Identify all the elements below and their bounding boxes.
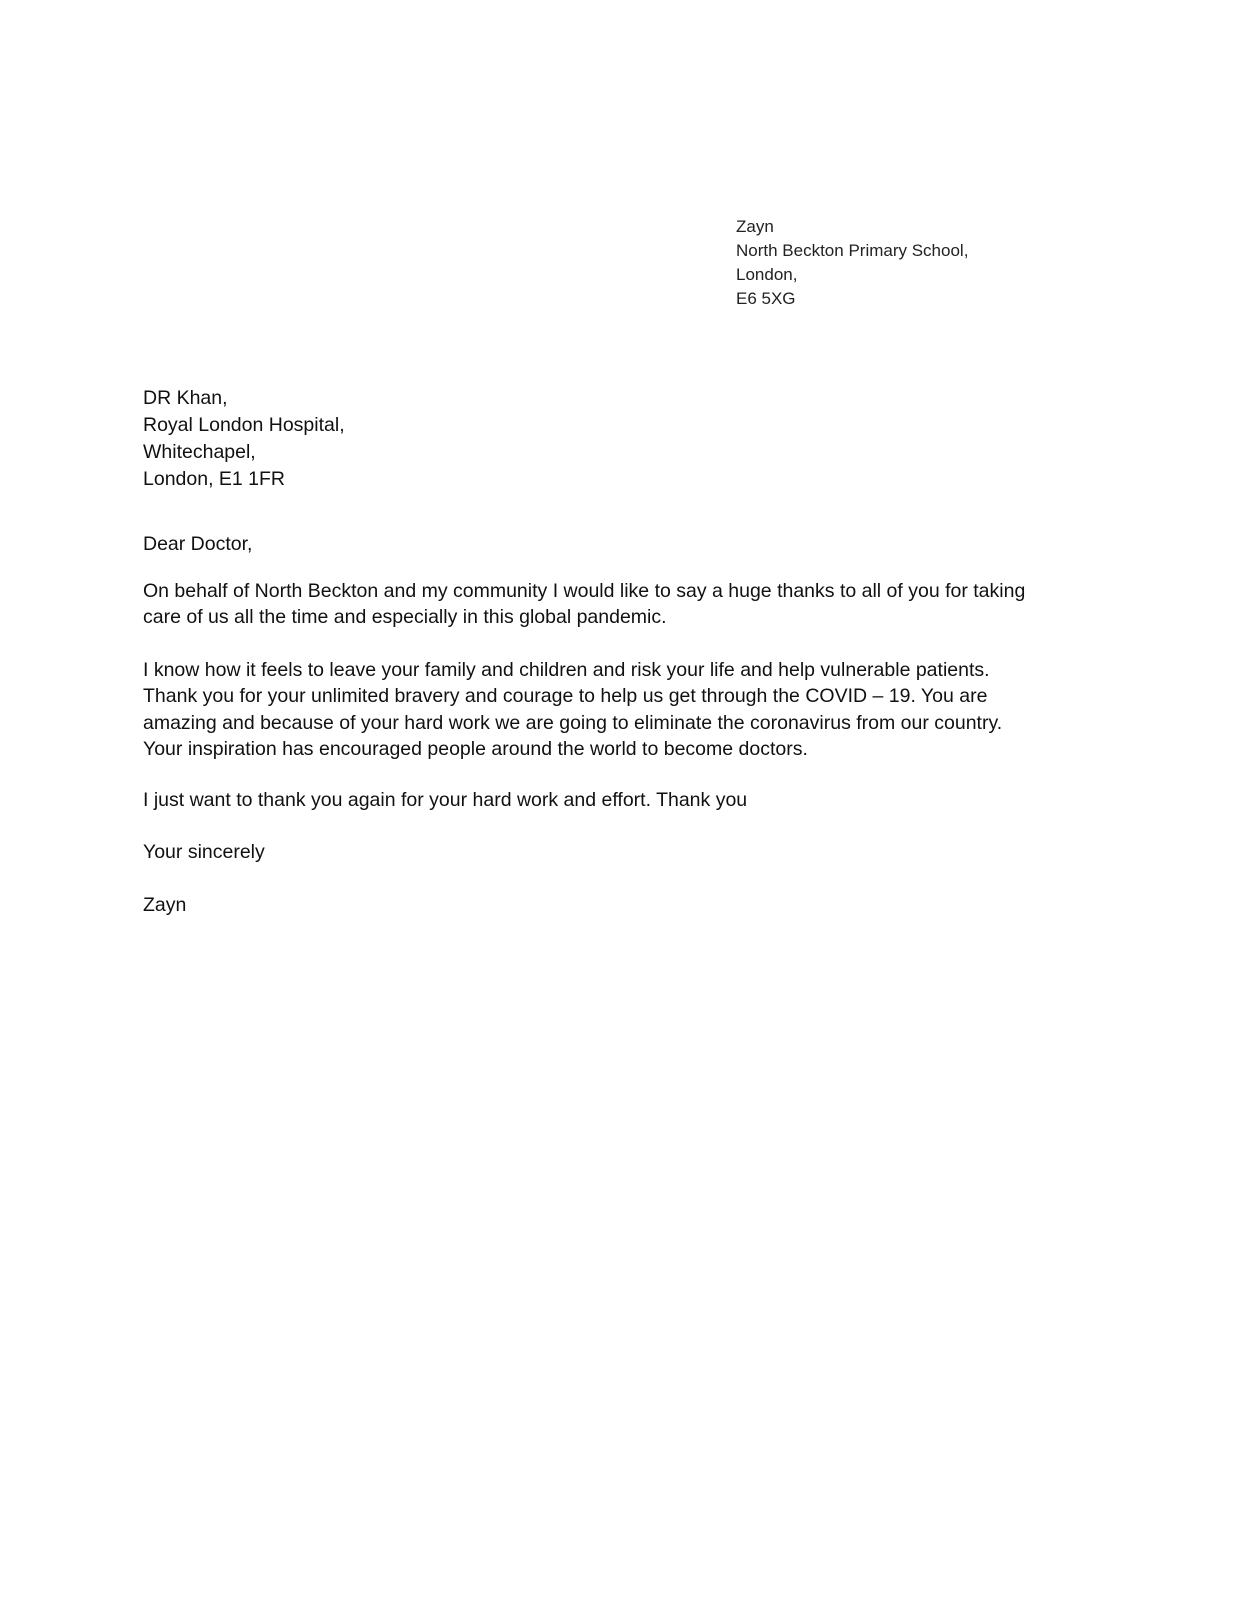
salutation: Dear Doctor,	[143, 533, 253, 555]
closing: Your sincerely	[143, 841, 265, 863]
paragraph-line: Thank you for your unlimited bravery and courage to help us get through the COVID – 19. You are	[143, 685, 988, 707]
letter-body	[143, 531, 1073, 918]
sender-name: Zayn	[736, 217, 774, 236]
paragraph-closing-thanks: I just want to thank you again for your hard work and effort. Thank you	[143, 788, 748, 811]
recipient-area: Whitechapel,	[143, 441, 256, 463]
paragraph-line: Your inspiration has encouraged people around the world to become doctors.	[143, 738, 808, 760]
recipient-name: DR Khan,	[143, 387, 228, 409]
recipient-city-postcode: London, E1 1FR	[143, 468, 286, 490]
paragraph-thanks	[143, 578, 1073, 631]
sender-postcode: E6 5XG	[736, 289, 796, 308]
paragraph-line: I know how it feels to leave your family and children and risk your life and help vulnerable patients.	[143, 658, 990, 681]
sender-school: North Beckton Primary School,	[736, 241, 969, 260]
recipient-hospital: Royal London Hospital,	[143, 414, 345, 436]
paragraph-line: care of us all the time and especially in this global pandemic.	[143, 606, 667, 628]
recipient-address	[143, 385, 345, 493]
paragraph-line: amazing and because of your hard work we are going to eliminate the coronavirus from our country.	[143, 711, 1003, 734]
signature: Zayn	[143, 893, 187, 916]
sender-city: London,	[736, 265, 798, 284]
paragraph-bravery	[143, 657, 1073, 763]
sender-address	[736, 215, 968, 311]
paragraph-line: On behalf of North Beckton and my community I would like to say a huge thanks to all of you for taking	[143, 579, 1026, 602]
